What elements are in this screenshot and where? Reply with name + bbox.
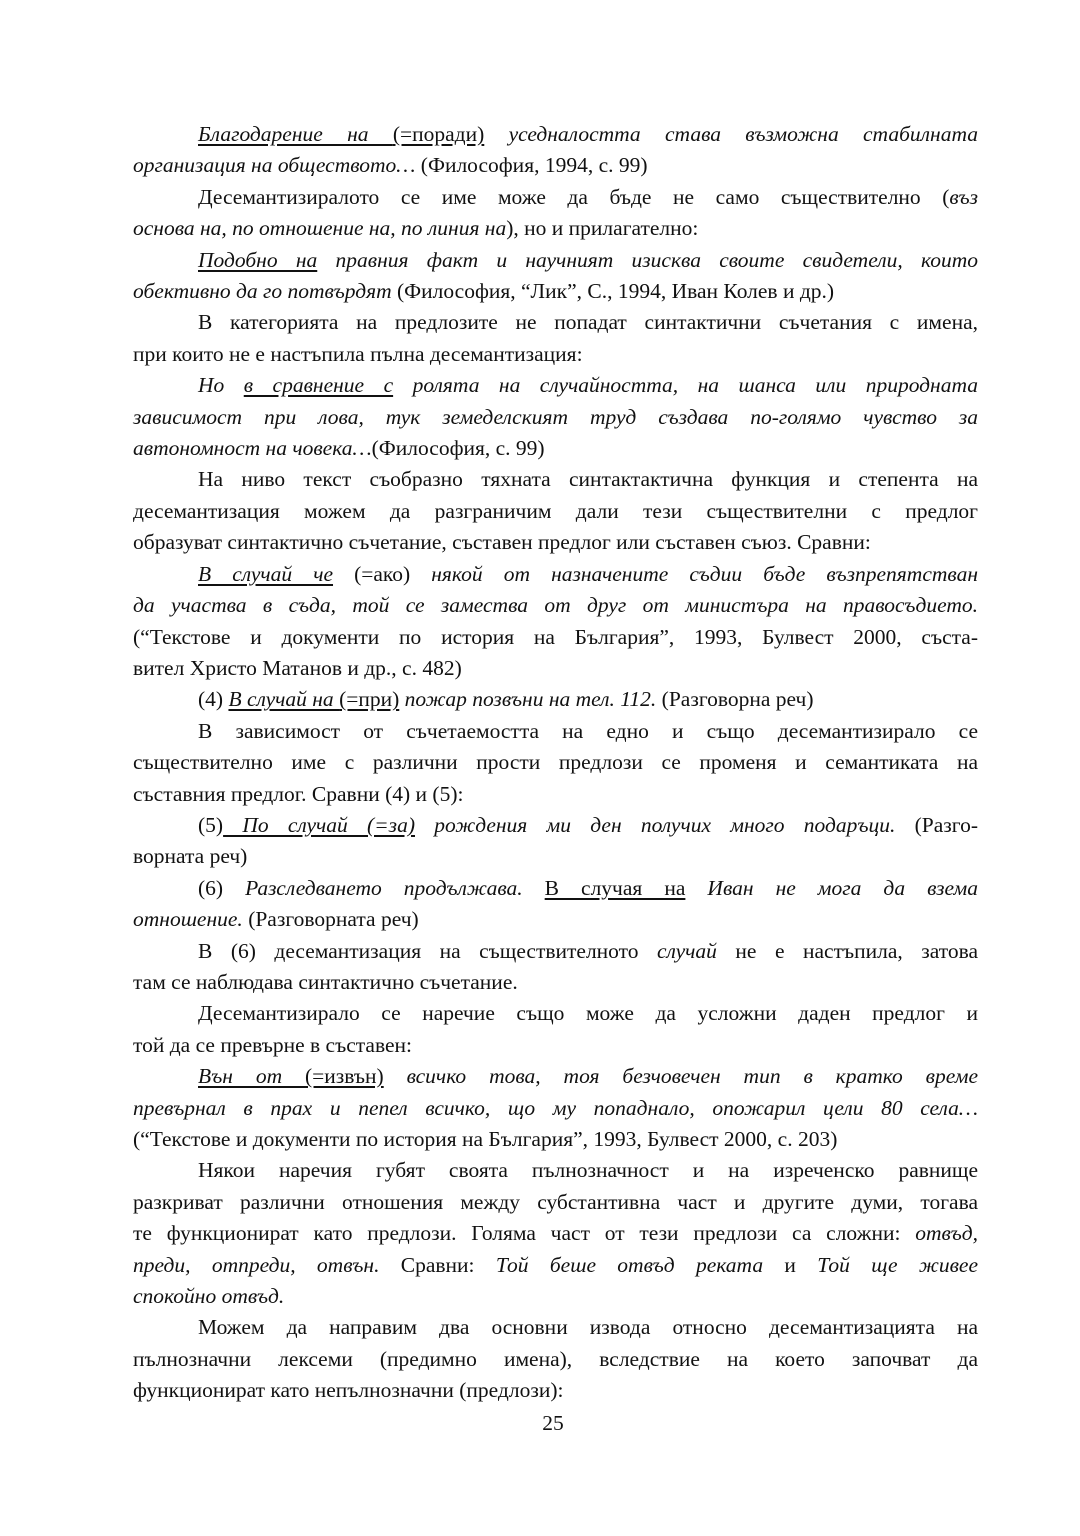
text-segment: (=ако) [333, 561, 432, 586]
text-segment: (6) [198, 875, 246, 900]
paragraph [133, 998, 978, 1061]
text-segment: разкриват различни отношения между субстантивна част и другите думи, тогава [133, 1189, 978, 1214]
italic-example-text: случай [657, 938, 717, 963]
underlined-term: в сравнение с [243, 373, 394, 398]
underlined-term: Благодарение на [198, 122, 393, 146]
underlined-term: Вън от [198, 1064, 306, 1089]
text-line [133, 1312, 978, 1343]
text-line [133, 747, 978, 778]
text-line [133, 1187, 978, 1218]
underlined-term: Подобно на [198, 247, 318, 272]
text-segment: ), но и прилагателно: [506, 216, 699, 241]
text-segment: там се наблюдава синтактично съчетание. [133, 969, 518, 994]
underlined-term: В случай на [228, 687, 340, 712]
italic-example-text: рождения ми ден получих много подаръци. [415, 812, 896, 837]
text-line [133, 339, 978, 370]
italic-example-text: ролята на случайността, на шанса или природната [393, 373, 978, 398]
text-segment: (Разго- [895, 812, 978, 837]
italic-example-text: обективно да го потвърдят [133, 279, 392, 304]
text-segment: функционират като непълнозначни (предлози): [133, 1378, 564, 1403]
underlined-term: (=извън) [305, 1064, 384, 1089]
paragraph [133, 307, 978, 370]
text-line [133, 559, 978, 590]
italic-example-text: превърнал в прах и пепел всичко, що му попаднало, опожарил цели 80 села… [133, 1095, 978, 1120]
text-line [133, 245, 978, 276]
paragraph [133, 684, 978, 715]
paragraph [133, 1155, 978, 1312]
underlined-term: В случай че [198, 561, 334, 586]
text-line [133, 119, 978, 150]
text-segment: В категорията на предлозите не попадат синтактични съчетания с имена, [198, 310, 978, 335]
text-segment: (“Текстове и документи по история на България”, 1993, Булвест 2000, с. 203) [133, 1127, 838, 1151]
italic-example-text: всичко това, тоя безчовечен тип в кратко време [383, 1064, 978, 1089]
text-line [133, 402, 978, 433]
italic-example-text: Той беше отвъд реката [495, 1252, 764, 1277]
paragraph [133, 873, 978, 936]
text-line [133, 590, 978, 621]
text-segment: десемантизация можем да разграничим дали тези съществителни с предлог [133, 498, 978, 523]
italic-example-text: автономност на човека… [133, 436, 372, 461]
text-segment: той да се превърне в съставен: [133, 1032, 413, 1057]
italic-example-text: Той ще живее [817, 1252, 978, 1277]
italic-example-text: някой от назначените съдии бъде възпрепятстван [431, 561, 978, 586]
italic-example-text: основа на, по отношение на, по линия на [133, 216, 507, 241]
text-line [133, 904, 978, 935]
paragraph [133, 1061, 978, 1155]
text-segment: не е настъпила, затова [716, 938, 978, 963]
text-line [133, 716, 978, 747]
underlined-term: (=при) [339, 687, 400, 712]
text-line [133, 527, 978, 558]
text-line [133, 182, 978, 213]
text-line [133, 841, 978, 872]
paragraph [133, 936, 978, 999]
text-line [133, 684, 978, 715]
text-segment: (4) [198, 687, 229, 712]
text-segment: и [763, 1252, 818, 1277]
text-segment: В (6) десемантизация на съществителното [198, 938, 657, 963]
document-body [133, 119, 978, 1407]
text-segment: съществително име с различни прости предлози се променя и семантиката на [133, 750, 978, 775]
text-line [133, 276, 978, 307]
text-segment: Десемантизирало се наречие също може да усложни даден предлог и [198, 1001, 978, 1026]
text-segment: (Философия, с. 99) [371, 436, 545, 461]
text-segment: (Разговорна реч) [656, 687, 814, 712]
text-line [133, 433, 978, 464]
text-segment: На ниво текст съобразно тяхната синтактактична функция и степента на [198, 467, 978, 492]
italic-example-text: да участва в съда, той се замества от друг от министъра на правосъдието. [133, 593, 978, 618]
text-segment: (Философия, 1994, с. 99) [415, 153, 648, 178]
text-segment: В зависимост от съчетаемостта на едно и също десемантизирало се [198, 718, 978, 743]
italic-example-text: отвъд, [915, 1221, 978, 1246]
italic-example-text: правния факт и научният изисква своите свидетели, които [317, 247, 978, 272]
italic-example-text: въз [949, 184, 978, 209]
italic-example-text: зависимост при лова, тук земеделският труд създава по-голямо чувство за [133, 404, 978, 429]
text-line [133, 779, 978, 810]
italic-example-text: организация на обществото… [133, 153, 416, 178]
text-line [133, 653, 978, 684]
text-line [133, 810, 978, 841]
text-segment: Можем да направим два основни извода относно десемантизацията на [198, 1315, 978, 1340]
text-line [133, 307, 978, 338]
text-segment: (Философия, “Лик”, С., 1994, Иван Колев и др.) [391, 279, 835, 304]
paragraph [133, 716, 978, 810]
text-line [133, 1250, 978, 1281]
text-line [133, 464, 978, 495]
text-segment: Някои наречия губят своята пълнозначност и на изреченско равнище [198, 1158, 978, 1183]
underlined-term: (=поради) [392, 122, 485, 146]
italic-example-text: пожар позвъни на тел. 112. [399, 687, 657, 712]
text-segment: пълнозначни лексеми (предимно имена), вследствие на което започват да [133, 1346, 978, 1371]
text-line [133, 1344, 978, 1375]
page-number: 25 [542, 1411, 564, 1435]
text-segment: образуват синтактично съчетание, съставен предлог или съставен съюз. Сравни: [133, 530, 871, 555]
text-line [133, 213, 978, 244]
text-line [133, 1124, 978, 1155]
text-line [133, 150, 978, 181]
text-line [133, 496, 978, 527]
italic-example-text: Разследването продължава. [245, 875, 545, 900]
underlined-term: В случая на [544, 875, 686, 900]
text-line [133, 998, 978, 1029]
italic-example-text: Но [198, 373, 244, 398]
text-line [133, 1093, 978, 1124]
text-line [133, 873, 978, 904]
paragraph [133, 810, 978, 873]
text-segment: Десемантизиралото се име може да бъде не само съществително ( [198, 184, 950, 209]
text-segment: (Разговорната реч) [242, 907, 419, 932]
text-line [133, 967, 978, 998]
text-segment: вител Христо Матанов и др., с. 482) [133, 655, 462, 680]
text-line [133, 936, 978, 967]
text-line [133, 370, 978, 401]
paragraph [133, 1312, 978, 1406]
paragraph [133, 119, 978, 182]
text-line [133, 1375, 978, 1406]
text-line [133, 1281, 978, 1312]
italic-example-text: преди, отпреди, отвън. [133, 1252, 380, 1277]
text-line [133, 1030, 978, 1061]
paragraph [133, 245, 978, 308]
italic-example-text: уседналостта става възможна стабилната [484, 122, 978, 146]
text-line [133, 1218, 978, 1249]
text-segment: ворната реч) [133, 844, 248, 869]
text-segment: Сравни: [379, 1252, 496, 1277]
paragraph [133, 182, 978, 245]
text-segment: (5) [198, 812, 224, 837]
paragraph [133, 370, 978, 464]
text-line [133, 1155, 978, 1186]
paragraph [133, 464, 978, 558]
italic-example-text: отношение. [133, 907, 243, 932]
text-line [133, 622, 978, 653]
text-segment: (“Текстове и документи по история на България”, 1993, Булвест 2000, съста- [133, 624, 978, 649]
paragraph [133, 559, 978, 685]
text-line [133, 1061, 978, 1092]
italic-example-text: Иван не мога да взема [685, 875, 979, 900]
italic-example-text: спокойно отвъд. [133, 1284, 285, 1309]
text-segment: те функционират като предлози. Голяма част от тези предлози са сложни: [133, 1221, 916, 1246]
text-segment: при които не е настъпила пълна десемантизация: [133, 341, 583, 366]
underlined-term: По случай (=за) [223, 812, 415, 837]
text-segment: съставния предлог. Сравни (4) и (5): [133, 781, 464, 806]
